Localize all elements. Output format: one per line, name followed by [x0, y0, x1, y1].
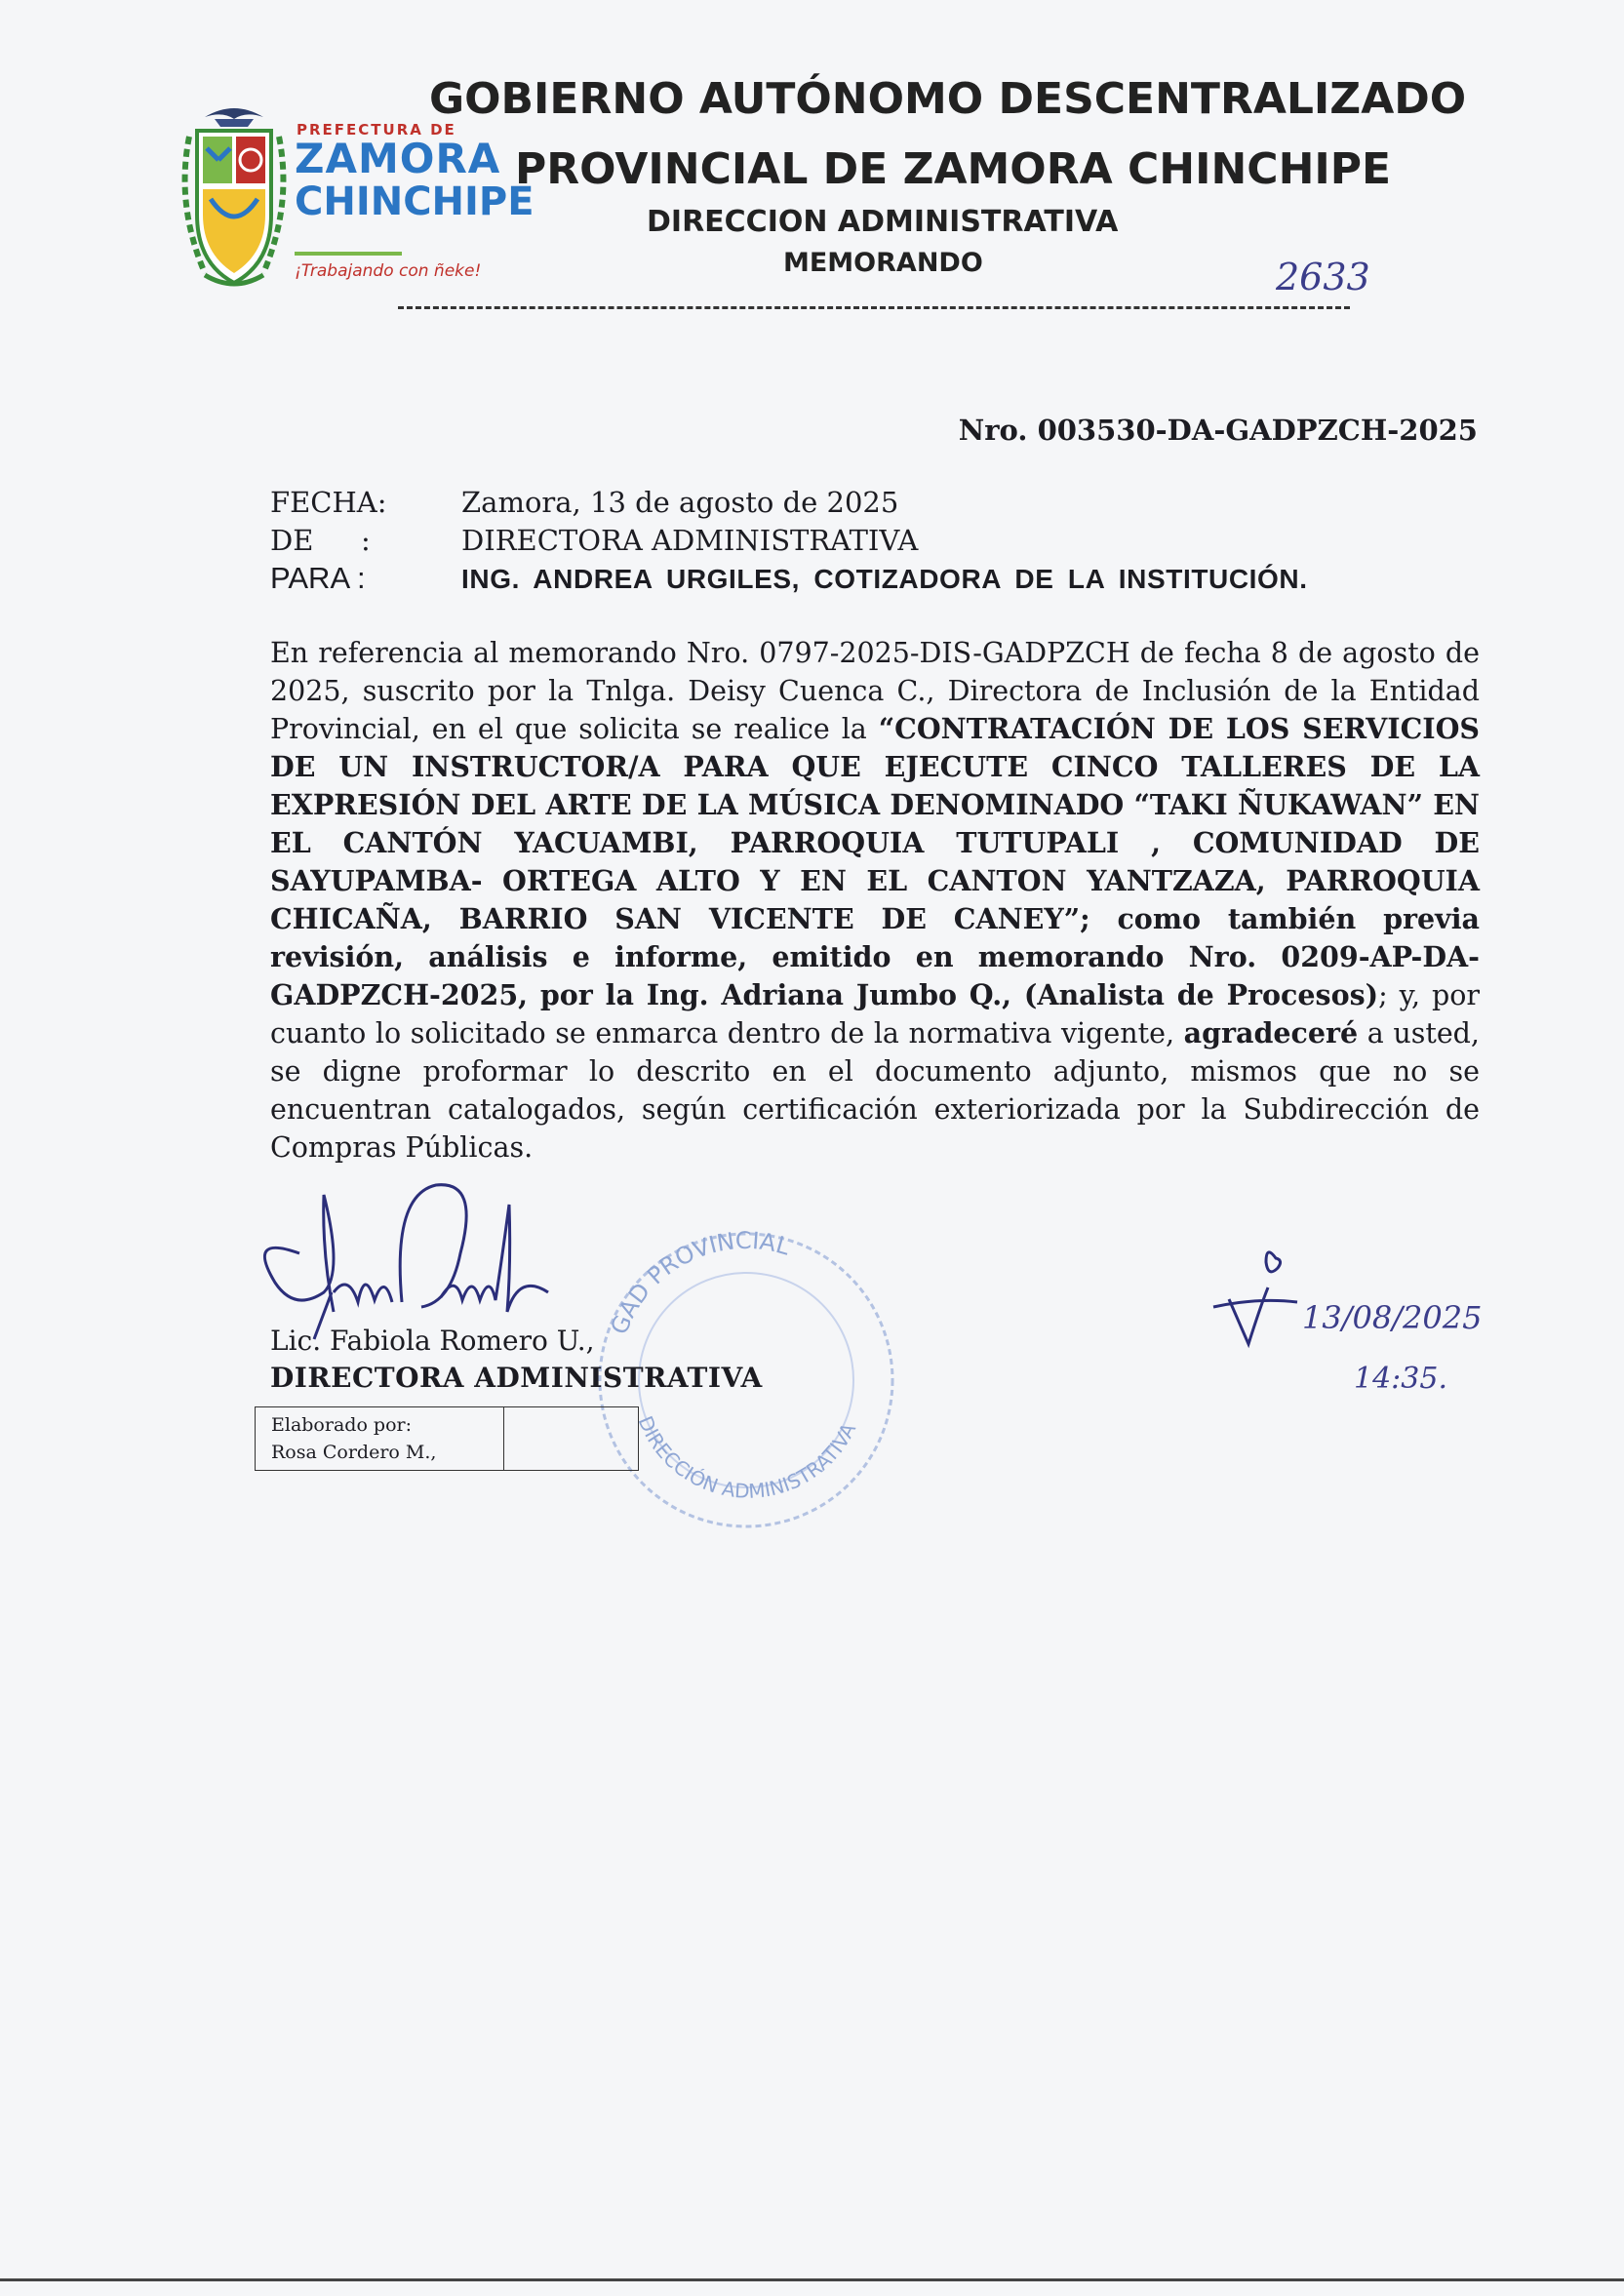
fecha-label: FECHA:	[270, 486, 387, 519]
de-colon: :	[361, 524, 371, 557]
memo-number: Nro. 003530-DA-GADPZCH-2025	[958, 414, 1478, 447]
memo-body	[270, 634, 1480, 1167]
logo-small-text: PREFECTURA DE	[297, 121, 456, 139]
para-label: PARA :	[270, 561, 366, 595]
de-value: DIRECTORA ADMINISTRATIVA	[461, 524, 919, 557]
para-value: ING. ANDREA URGILES, COTIZADORA DE LA INSTITUCIÓN.	[461, 564, 1308, 594]
logo-name-line2: CHINCHIPE	[295, 179, 535, 224]
logo-name-line1: ZAMORA	[295, 135, 501, 182]
stamp-top-text: GAD PROVINCIAL	[605, 1226, 793, 1338]
body-text-3: a usted, se digne proformar lo descrito en el documento adjunto, mismos que no se encuentran catalogados, según certificación exteriorizada por la Subdirección de Compras Públicas.	[270, 1017, 1480, 1164]
prepared-by-label: Elaborado por:	[271, 1414, 413, 1436]
prefectura-logo	[176, 98, 535, 302]
prepared-by-cell	[256, 1407, 504, 1470]
logo-divider	[295, 252, 402, 256]
header-line2: PROVINCIAL DE ZAMORA CHINCHIPE	[515, 144, 1392, 194]
header-department: DIRECCION ADMINISTRATIVA	[647, 205, 1119, 239]
body-text-1: En referencia al memorando Nro. 0797-2025-DIS-GADPZCH de fecha 8 de agosto de 2025, suscrito por la Tnlga. Deisy Cuenca C., Directora de Inclusión de la Entidad Provincial, en el que solicita se realice la	[270, 637, 1480, 745]
de-label: DE	[270, 524, 314, 557]
received-time: 14:35.	[1354, 1362, 1447, 1396]
fecha-value: Zamora, 13 de agosto de 2025	[461, 486, 899, 519]
body-bold-2: agradeceré	[1183, 1016, 1359, 1049]
body-bold-1: “CONTRATACIÓN DE LOS SERVICIOS DE UN INSTRUCTOR/A PARA QUE EJECUTE CINCO TALLERES DE LA EXPRESIÓN DEL ARTE DE LA MÚSICA DENOMINADO “TAKI ÑUKAWAN” EN EL CANTÓN YACUAMBI, PARROQUIA TUTUPALI , COMUNIDAD DE SAYUPAMBA- ORTEGA ALTO Y EN EL CANTON YANTZAZA, PARROQUIA CHICAÑA, BARRIO SAN VICENTE DE CANEY”; como también previa revisión, análisis e informe, emitido en memorando Nro. 0209-AP-DA-GADPZCH-2025, por la Ing. Adriana Jumbo Q., (Analista de Procesos)	[270, 712, 1480, 1011]
prepared-by-initials-cell	[504, 1407, 638, 1470]
received-date: 13/08/2025	[1302, 1299, 1483, 1336]
coat-of-arms-icon	[176, 98, 293, 297]
prepared-by-name: Rosa Cordero M.,	[271, 1442, 437, 1463]
page-bottom-edge	[0, 2278, 1624, 2281]
logo-slogan: ¡Trabajando con ñeke!	[295, 261, 482, 281]
signatory-title: DIRECTORA ADMINISTRATIVA	[270, 1362, 763, 1394]
header-divider	[398, 306, 1350, 309]
stamp-bottom-text: DIRECCIÓN ADMINISTRATIVA	[633, 1412, 861, 1503]
body-text-2: ; y, por cuanto lo solicitado se enmarca dentro de la normativa vigente,	[270, 979, 1480, 1049]
prepared-by-box	[255, 1406, 639, 1471]
handwritten-signature	[256, 1175, 577, 1341]
header-doc-type: MEMORANDO	[783, 248, 983, 278]
signatory-name: Lic. Fabiola Romero U.,	[270, 1325, 595, 1357]
handwritten-number: 2633	[1276, 256, 1370, 298]
header-line1: GOBIERNO AUTÓNOMO DESCENTRALIZADO	[429, 74, 1467, 124]
